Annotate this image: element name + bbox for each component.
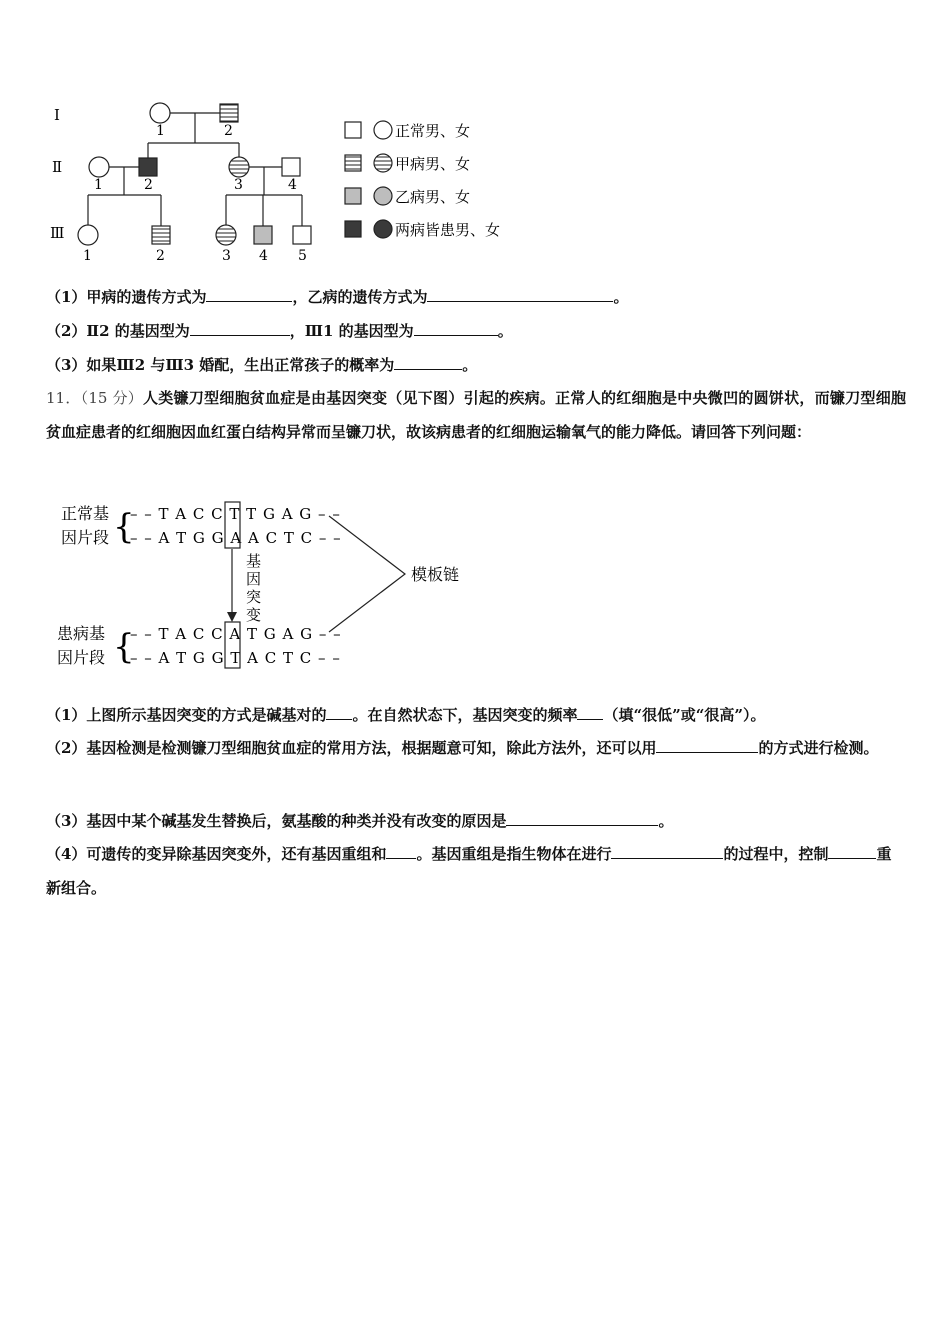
mutation-label-1: 基 <box>246 552 262 570</box>
legend-both-male-symbol <box>345 221 361 237</box>
pedigree-III5-normal-male <box>293 226 311 244</box>
q11-number: 11．（15 分） <box>46 389 144 407</box>
legend-both-female-symbol <box>374 220 392 238</box>
generation-label-I: Ⅰ <box>54 106 60 124</box>
pedigree-label-I1: 1 <box>156 123 165 139</box>
legend-disease-b-male-symbol <box>345 188 361 204</box>
pedigree-III4-disease-b-male <box>254 226 272 244</box>
pedigree-I2-disease-a-male <box>220 104 238 122</box>
pedigree-label-III4: 4 <box>259 248 268 264</box>
q10-answer-blank-1[interactable] <box>206 287 292 302</box>
normal-strand-bottom: – – A T G G A A C T C – – <box>130 529 342 547</box>
patient-strand-bottom: – – A T G G T A C T C – – <box>130 649 341 667</box>
pedigree-I1-normal-female <box>150 103 170 123</box>
pedigree-III1-normal-female <box>78 225 98 245</box>
pedigree-III2-disease-a-male <box>152 226 170 244</box>
pedigree-label-II4: 4 <box>288 177 297 193</box>
q11-part-3 <box>46 810 673 831</box>
q10-part-2 <box>46 320 513 341</box>
patient-strand-top: – – T A C C A T G A G – – <box>130 625 342 643</box>
mutation-label-2: 因 <box>246 570 262 588</box>
pedigree-label-III2: 2 <box>156 248 165 264</box>
legend-both-text: 两病皆患男、女 <box>395 221 501 239</box>
q11-answer-blank-4[interactable] <box>506 811 658 826</box>
q10-part-2-text-b: ，Ⅲ1 的基因型为 <box>289 322 414 340</box>
q11-part-4 <box>46 837 906 905</box>
legend-normal-male-symbol <box>345 122 361 138</box>
q11-part-4-text-c: 的过程中，控制 <box>723 845 829 863</box>
q10-part-1-text-a: （1）甲病的遗传方式为 <box>46 288 207 306</box>
q11-part-2-text-b: 的方式进行检测。 <box>758 739 879 757</box>
q11-part-3-text-a: （3）基因中某个碱基发生替换后，氨基酸的种类并没有改变的原因是 <box>46 812 507 830</box>
generation-label-III: Ⅲ <box>50 224 65 242</box>
pedigree-label-III5: 5 <box>298 248 307 264</box>
pedigree-II3-disease-a-female <box>229 157 249 177</box>
pedigree-label-III3: 3 <box>222 248 231 264</box>
q11-answer-blank-7[interactable] <box>828 844 876 859</box>
generation-label-II: Ⅱ <box>52 158 63 176</box>
mutation-arrow-head <box>227 612 237 622</box>
pedigree-label-I2: 2 <box>224 123 233 139</box>
q10-part-1-text-b: ，乙病的遗传方式为 <box>292 288 428 306</box>
pedigree-III3-disease-a-female <box>216 225 236 245</box>
patient-gene-brace: { <box>113 627 135 667</box>
q11-part-1-text-b: 。在自然状态下，基因突变的频率 <box>352 706 578 724</box>
q11-part-1-text-c: （填“很低”或“很高”）。 <box>603 706 766 724</box>
legend-disease-b-text: 乙病男、女 <box>395 188 471 206</box>
q11-answer-blank-5[interactable] <box>386 844 416 859</box>
q10-part-2-text-c: 。 <box>497 322 513 340</box>
q11-intro <box>46 381 906 449</box>
q11-answer-blank-1[interactable] <box>326 705 352 720</box>
q11-answer-blank-2[interactable] <box>577 705 603 720</box>
patient-gene-label-2: 因片段 <box>57 648 106 667</box>
q11-part-3-text-b: 。 <box>658 812 674 830</box>
legend-normal-text: 正常男、女 <box>395 122 471 140</box>
pedigree-label-II3: 3 <box>234 177 243 193</box>
q10-part-3-text-b: 。 <box>462 356 478 374</box>
q11-part-4-text-d: 重新组合。 <box>46 845 892 897</box>
pedigree-label-II1: 1 <box>94 177 103 193</box>
q11-part-2-text-a: （2）基因检测是检测镰刀型细胞贫血症的常用方法，根据题意可知，除此方法外，还可以用 <box>46 739 657 757</box>
q10-part-1-text-c: 。 <box>613 288 629 306</box>
legend-disease-a-text: 甲病男、女 <box>395 155 471 173</box>
legend-disease-b-female-symbol <box>374 187 392 205</box>
mutation-label-4: 变 <box>246 606 262 624</box>
q10-part-3 <box>46 354 477 375</box>
q10-part-1 <box>46 286 628 307</box>
normal-strand-top: – – T A C C T T G A G – – <box>130 505 341 523</box>
q11-part-4-text-b: 。基因重组是指生物体在进行 <box>416 845 612 863</box>
q11-part-1 <box>46 704 765 725</box>
legend-normal-female-symbol <box>374 121 392 139</box>
q10-part-3-text-a: （3）如果Ⅲ2 与Ⅲ3 婚配，生出正常孩子的概率为 <box>46 356 395 374</box>
pedigree-II1-normal-female <box>89 157 109 177</box>
legend-disease-a-female-symbol <box>374 154 392 172</box>
legend-disease-a-male-symbol <box>345 155 361 171</box>
q10-answer-blank-2[interactable] <box>427 287 613 302</box>
pedigree-label-II2: 2 <box>144 177 153 193</box>
q10-answer-blank-5[interactable] <box>394 355 462 370</box>
q11-part-4-text-a: （4）可遗传的变异除基因突变外，还有基因重组和 <box>46 845 387 863</box>
normal-gene-label-1: 正常基 <box>61 504 110 523</box>
q10-part-2-text-a: （2）Ⅱ2 的基因型为 <box>46 322 190 340</box>
q11-answer-blank-3[interactable] <box>656 738 758 753</box>
q11-answer-blank-6[interactable] <box>611 844 723 859</box>
normal-gene-brace: { <box>113 507 135 547</box>
q10-answer-blank-3[interactable] <box>190 321 290 336</box>
pedigree-figure <box>40 95 520 267</box>
q10-answer-blank-4[interactable] <box>414 321 498 336</box>
q11-part-2 <box>46 731 906 765</box>
q11-part-1-text-a: （1）上图所示基因突变的方式是碱基对的 <box>46 706 327 724</box>
gene-mutation-figure <box>55 498 485 676</box>
template-strand-label: 模板链 <box>411 565 460 584</box>
patient-gene-label-1: 患病基 <box>57 624 106 643</box>
pedigree-label-III1: 1 <box>83 248 92 264</box>
normal-gene-label-2: 因片段 <box>61 528 110 547</box>
mutation-label-3: 突 <box>246 588 262 606</box>
pedigree-II2-both-male <box>139 158 157 176</box>
q11-intro-text: 人类镰刀型细胞贫血症是由基因突变（见下图）引起的疾病。正常人的红细胞是中央微凹的圆饼状，而镰刀型细胞贫血症患者的红细胞因血红蛋白结构异常而呈镰刀状，故该病患者的红细胞运输氧气的能力降低。请回答下列问题： <box>46 389 906 441</box>
pedigree-II4-normal-male <box>282 158 300 176</box>
